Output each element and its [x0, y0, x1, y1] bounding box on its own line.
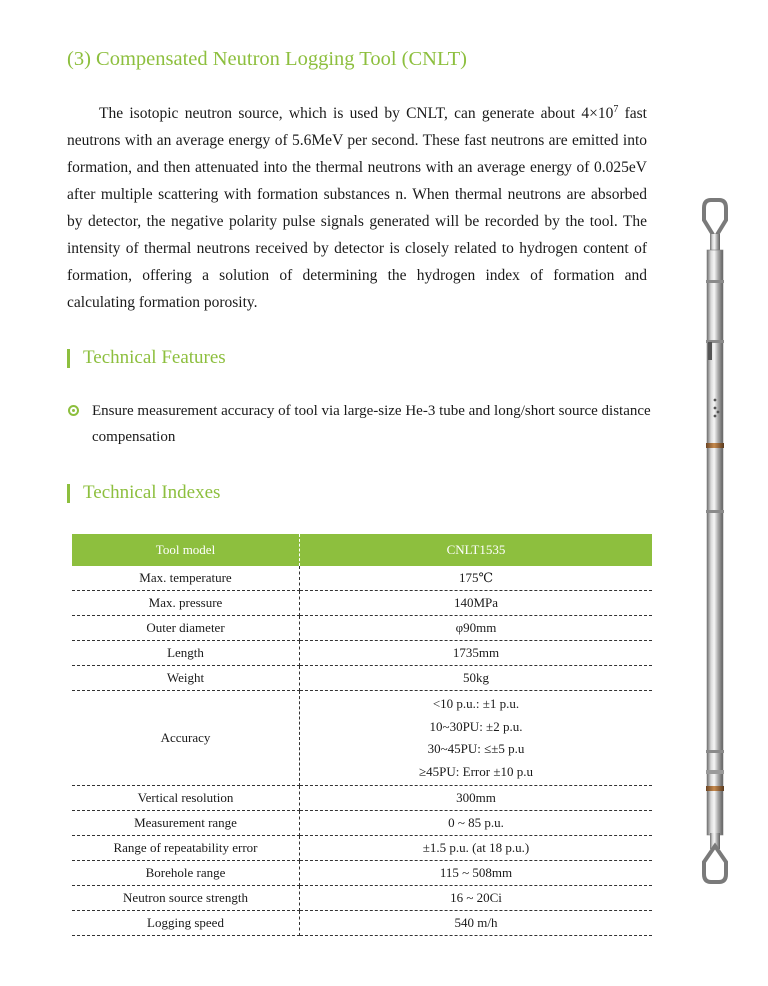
row-value: 50kg — [300, 666, 653, 691]
row-param: Length — [72, 641, 300, 666]
feature-item — [67, 398, 682, 450]
row-value: 16 ~ 20Ci — [300, 886, 653, 911]
table-row — [72, 641, 652, 666]
table-row — [72, 591, 652, 616]
row-value-multiline — [300, 691, 653, 786]
row-param: Accuracy — [72, 691, 300, 786]
table-row — [72, 566, 652, 591]
row-param: Vertical resolution — [72, 786, 300, 811]
bottom-handle — [704, 846, 726, 882]
table-row — [72, 836, 652, 861]
row-param: Logging speed — [72, 911, 300, 936]
row-value: 115 ~ 508mm — [300, 861, 653, 886]
row-value: 540 m/h — [300, 911, 653, 936]
row-param: Measurement range — [72, 811, 300, 836]
row-value: φ90mm — [300, 616, 653, 641]
intro-paragraph — [67, 100, 647, 316]
row-param: Neutron source strength — [72, 886, 300, 911]
feature-item-text: Ensure measurement accuracy of tool via large-size He-3 tube and long/short source distance compensation — [92, 403, 651, 445]
table-row-accuracy — [72, 691, 652, 786]
accuracy-line: <10 p.u.: ±1 p.u. — [432, 696, 520, 711]
row-param: Weight — [72, 666, 300, 691]
table-header-row — [72, 534, 652, 566]
row-value: 175℃ — [300, 566, 653, 591]
row-value: 0 ~ 85 p.u. — [300, 811, 653, 836]
table-row — [72, 616, 652, 641]
page-title: (3) Compensated Neutron Logging Tool (CNLT) — [67, 48, 467, 70]
row-param: Max. pressure — [72, 591, 300, 616]
intro-exponent: 7 — [613, 103, 619, 115]
table-row — [72, 811, 652, 836]
intro-text-rest: fast neutrons with an average energy of 5.6MeV per second. These fast neutrons are emitted into formation, and then attenuated into the thermal neutrons with an average energy of 0.025eV after multiple scattering with formation substances n. When thermal neutrons are absorbed by detector, the negative polarity pulse signals generated will be recorded by the tool. The intensity of thermal neutrons received by detector is closely related to hydrogen content of formation, offering a solution of determining the hydrogen index of formation and calculating formation porosity. — [67, 105, 647, 311]
row-param: Range of repeatability error — [72, 836, 300, 861]
table-row — [72, 666, 652, 691]
row-value: 300mm — [300, 786, 653, 811]
bullet-circle-icon — [68, 405, 79, 416]
intro-text-start: The isotopic neutron source, which is used by CNLT, can generate about 4×10 — [99, 105, 614, 122]
technical-indexes-heading: Technical Indexes — [67, 482, 220, 504]
row-param: Outer diameter — [72, 616, 300, 641]
row-value: 1735mm — [300, 641, 653, 666]
accuracy-line: 10~30PU: ±2 p.u. — [429, 718, 523, 734]
table-row — [72, 786, 652, 811]
table-row — [72, 861, 652, 886]
technical-indexes-table — [72, 534, 652, 936]
table-row — [72, 886, 652, 911]
row-param: Borehole range — [72, 861, 300, 886]
row-value: 140MPa — [300, 591, 653, 616]
table-row — [72, 911, 652, 936]
header-model-value: CNLT1535 — [300, 534, 653, 566]
row-param: Max. temperature — [72, 566, 300, 591]
accuracy-line: ≥45PU: Error ±10 p.u — [419, 763, 533, 779]
accuracy-line: 30~45PU: ≤±5 p.u — [427, 741, 525, 756]
header-tool-model: Tool model — [72, 534, 300, 566]
row-value: ±1.5 p.u. (at 18 p.u.) — [300, 836, 653, 861]
logging-tool-illustration — [680, 190, 750, 890]
technical-features-heading: Technical Features — [67, 347, 226, 369]
top-handle — [704, 200, 726, 238]
